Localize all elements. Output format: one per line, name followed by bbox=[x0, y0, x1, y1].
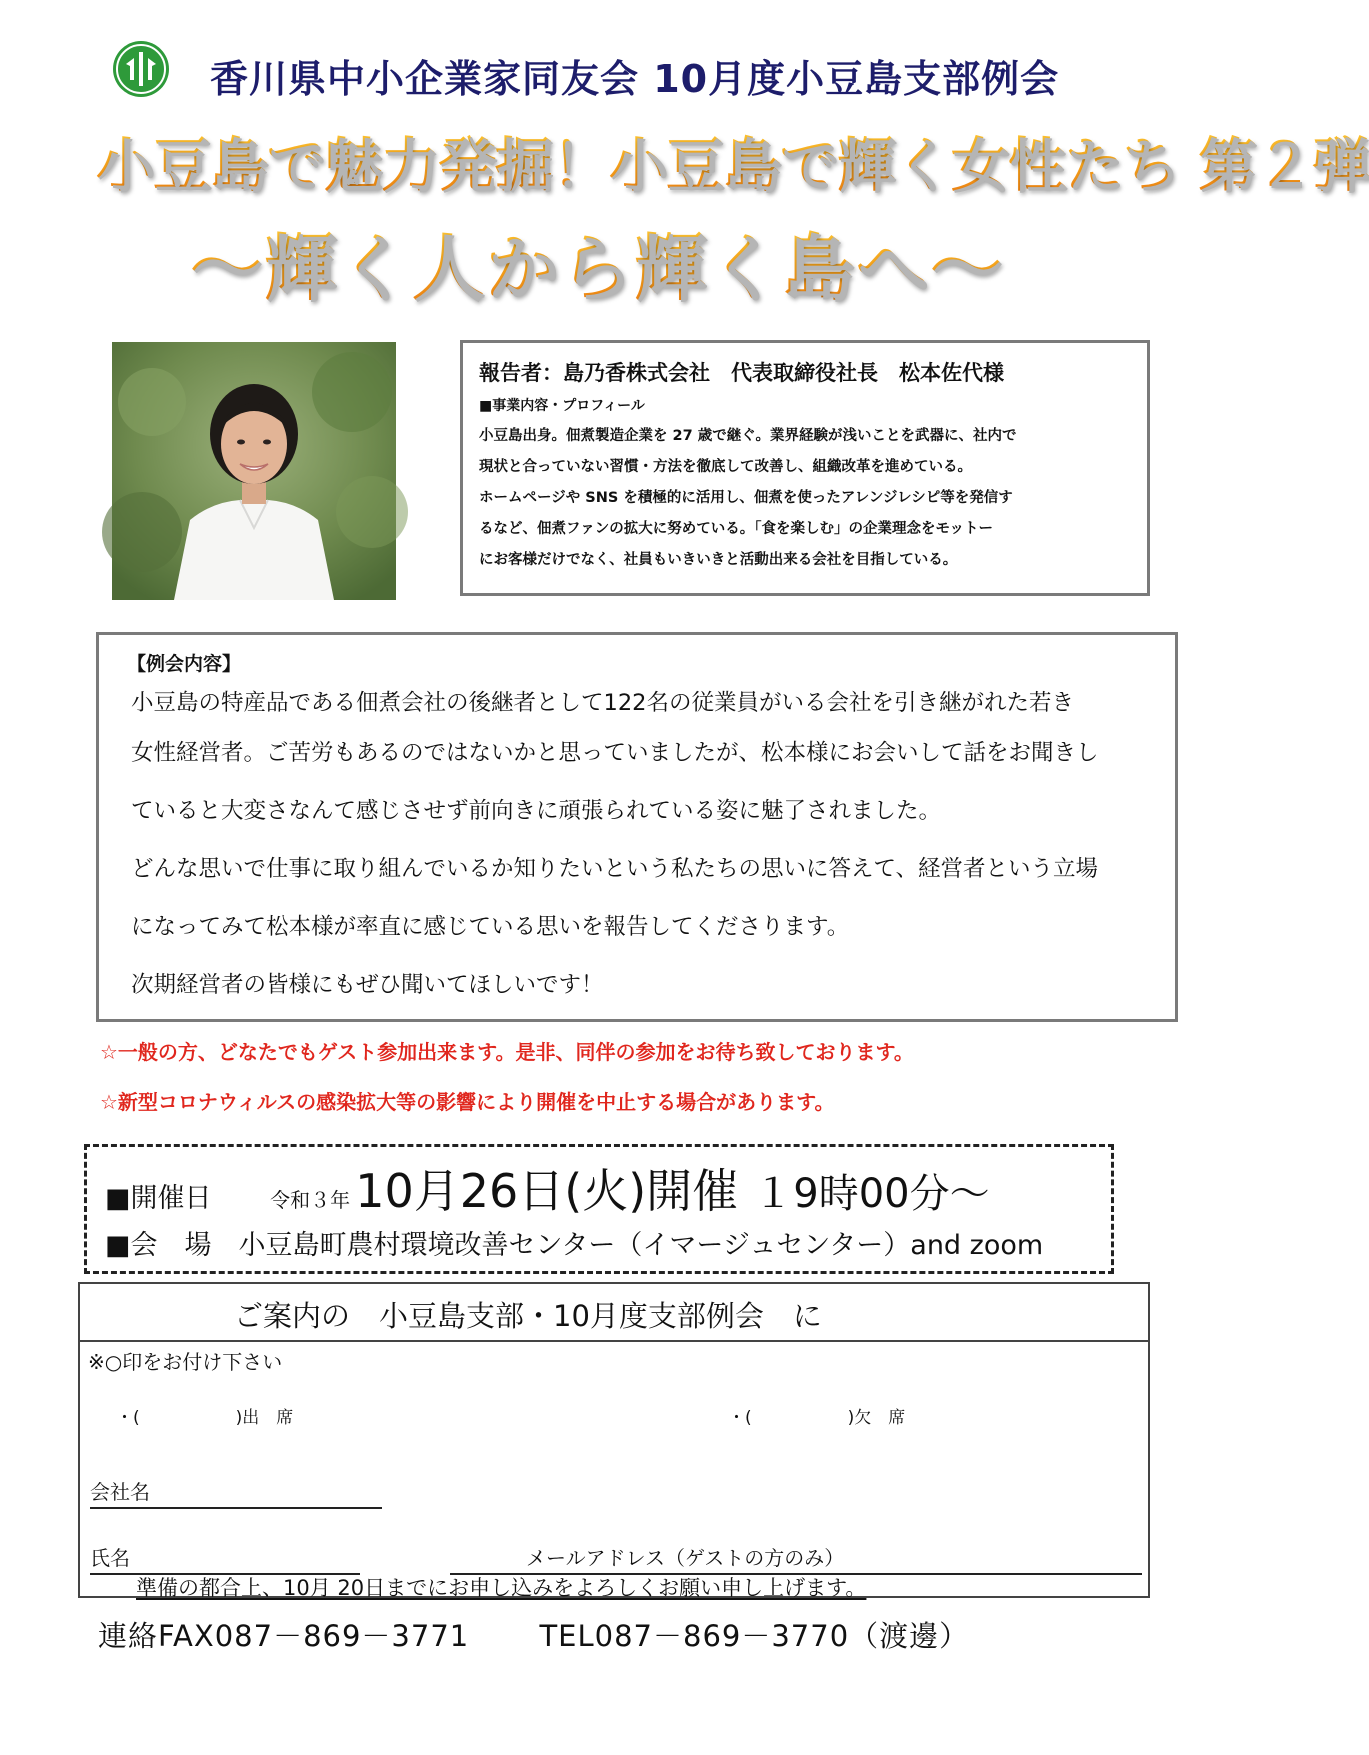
deadline-note: 準備の都合上、10月 20日までにお申し込みをよろしくお願い申し上げます。 bbox=[136, 1576, 867, 1600]
profile-line: るなど、佃煮ファンの拡大に努めている。「食を楽しむ」の企業理念をモットー bbox=[479, 521, 994, 537]
event-date-row bbox=[105, 1155, 990, 1221]
registration-form bbox=[78, 1282, 1150, 1598]
organization-logo bbox=[112, 40, 170, 98]
event-date-label: ■開催日 bbox=[105, 1183, 212, 1214]
profile-line: にお客様だけでなく、社員もいきいきと活動出来る会社を目指している。 bbox=[479, 552, 958, 568]
contact-tel: TEL087－869－3770（渡邊） bbox=[539, 1619, 970, 1653]
organization-title: 香川県中小企業家同友会 10月度小豆島支部例会 bbox=[210, 57, 1060, 101]
absent-label: )欠 席 bbox=[847, 1408, 906, 1428]
cancellation-notice: ☆新型コロナウィルスの感染拡大等の影響により開催を中止する場合があります。 bbox=[100, 1090, 835, 1114]
venue-text: 小豆島町農村環境改善センター（イマージュセンター）and zoom bbox=[238, 1230, 1044, 1261]
profile-line: ホームページや SNS を積極的に活用し、佃煮を使ったアレンジレシピ等を発信す bbox=[479, 490, 1013, 506]
reporter-title: 報告者：島乃香株式会社 代表取締役社長 松本佐代様 bbox=[479, 361, 1004, 385]
contact-fax: 連絡FAX087－869－3771 bbox=[98, 1619, 470, 1653]
profile-heading: ■事業内容・プロフィール bbox=[479, 398, 645, 414]
content-line: ていると大変さなんて感じさせず前向きに頑張られている姿に魅了されました。 bbox=[131, 798, 942, 824]
reporter-profile-box bbox=[460, 340, 1150, 596]
content-line: 小豆島の特産品である佃煮会社の後継者として122名の従業員がいる会社を引き継がれた若き bbox=[131, 690, 1074, 716]
event-time: １9時00分～ bbox=[753, 1171, 990, 1217]
contact-info bbox=[98, 1614, 969, 1655]
meeting-content-box bbox=[96, 632, 1178, 1022]
event-venue-row bbox=[105, 1223, 1043, 1262]
speaker-photo bbox=[112, 342, 396, 600]
content-line: どんな思いで仕事に取り組んでいるか知りたいという私たちの思いに答えて、経営者という立場 bbox=[131, 856, 1099, 882]
profile-line: 現状と合っていない習慣・方法を徹底して改善し、組織改革を進めている。 bbox=[479, 459, 972, 475]
form-instruction: ※○印をお付け下さい bbox=[88, 1350, 283, 1374]
name-field[interactable]: 氏名 bbox=[90, 1542, 360, 1575]
profile-line: 小豆島出身。佃煮製造企業を 27 歳で継ぐ。業界経験が浅いことを武器に、社内で bbox=[479, 428, 1017, 444]
venue-label: ■会 場 bbox=[105, 1230, 212, 1261]
content-line: になってみて松本様が率直に感じている思いを報告してくださります。 bbox=[131, 914, 850, 940]
attend-label: )出 席 bbox=[235, 1408, 294, 1428]
event-date: 10月26日(火)開催 bbox=[355, 1164, 739, 1218]
attend-prefix: ・( bbox=[116, 1408, 140, 1428]
era-label: 令和３年 bbox=[270, 1188, 351, 1212]
event-details-box bbox=[84, 1144, 1114, 1274]
event-subheadline: ～輝く人から輝く島へ～ bbox=[190, 210, 1004, 314]
event-headline: 小豆島で魅力発掘！小豆島で輝く女性たち 第２弾 bbox=[96, 118, 1369, 202]
absent-option[interactable] bbox=[728, 1400, 905, 1429]
attend-option[interactable] bbox=[116, 1400, 293, 1429]
email-field[interactable]: メールアドレス（ゲストの方のみ） bbox=[450, 1542, 1142, 1575]
content-line: 女性経営者。ご苦労もあるのではないかと思っていましたが、松本様にお会いして話をお聞きし bbox=[131, 740, 1099, 766]
content-line: 次期経営者の皆様にもぜひ聞いてほしいです！ bbox=[131, 972, 604, 998]
company-name-field[interactable]: 会社名 bbox=[90, 1476, 382, 1509]
form-header-text: ご案内の 小豆島支部・10月度支部例会 に bbox=[234, 1299, 822, 1333]
absent-prefix: ・( bbox=[728, 1408, 752, 1428]
content-heading: 【例会内容】 bbox=[127, 653, 242, 675]
form-header bbox=[80, 1284, 1148, 1342]
guest-notice: ☆一般の方、どなたでもゲスト参加出来ます。是非、同伴の参加をお待ち致しております。 bbox=[100, 1040, 914, 1064]
